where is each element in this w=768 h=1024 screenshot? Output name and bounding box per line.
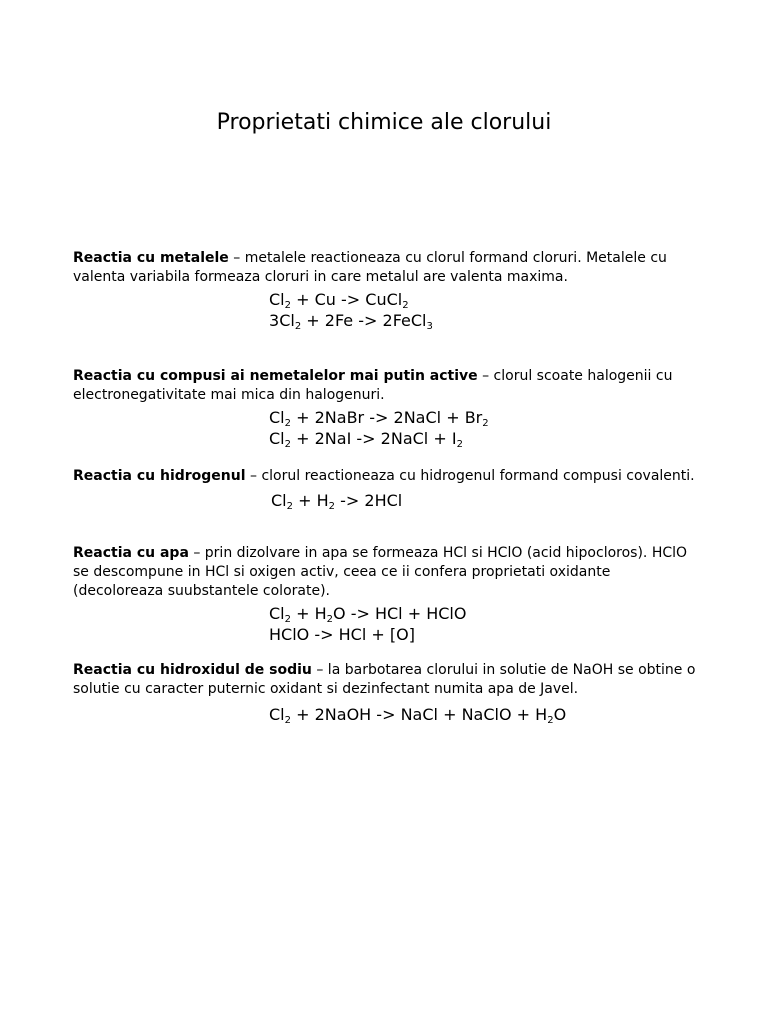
chemical-equation: $Cl_2$ + 2NaOH -> NaCl + NaClO + $H_2O$ <box>269 705 567 726</box>
chemical-equation: HClO -> HCl + [O] <box>269 625 415 644</box>
page-title: Proprietati chimice ale clorului <box>216 110 552 135</box>
section-sodium-hydroxide <box>73 661 703 725</box>
section-paragraph <box>73 367 703 405</box>
chemical-equation: $Cl_2$ + 2NaBr -> 2NaCl + $Br_2$ <box>269 408 489 429</box>
chemical-equation: $Cl_2 + Cu$ -> CuCl$_2$ <box>269 290 409 311</box>
section-water <box>73 544 703 645</box>
equation-list <box>269 704 703 725</box>
section-text: – clorul scoate halogenii cu electronegativitate mai mica din halogenuri. <box>73 368 673 403</box>
equation-list <box>271 490 703 511</box>
section-nonmetal-compounds <box>73 367 703 449</box>
section-paragraph <box>73 467 703 486</box>
section-text: – metalele reactioneaza cu clorul formand cloruri. Metalele cu valenta variabila formeaza cloruri in care metalul are valenta maxima. <box>73 250 667 285</box>
section-text: – la barbotarea clorului in solutie de NaOH se obtine o solutie cu caracter puternic oxidant si dezinfectant numita apa de Javel. <box>73 662 696 697</box>
section-term: Reactia cu hidroxidul de sodiu <box>73 662 312 678</box>
section-term: Reactia cu compusi ai nemetalelor mai putin active <box>73 368 478 384</box>
equation-list <box>269 603 703 645</box>
section-paragraph <box>73 544 703 601</box>
section-text: – clorul reactioneaza cu hidrogenul formand compusi covalenti. <box>245 468 695 484</box>
section-term: Reactia cu apa <box>73 545 189 561</box>
chemical-equation: $Cl_2 + 2NaI$ -> 2NaCl + $I_2$ <box>269 429 463 450</box>
chemical-equation: $Cl_2 + H_2 -> 2HCl$ <box>271 491 403 512</box>
chemical-equation: $3Cl_2 + 2Fe$ -> 2FeCl$_3$ <box>269 311 433 332</box>
section-hydrogen <box>73 467 703 511</box>
section-paragraph <box>73 661 703 699</box>
equation-list <box>269 289 703 331</box>
section-term: Reactia cu hidrogenul <box>73 468 246 484</box>
section-term: Reactia cu metalele <box>73 250 229 266</box>
equation-list <box>269 407 703 449</box>
section-text: – prin dizolvare in apa se formeaza HCl si HClO (acid hipocloros). HClO se descompune in HCl si oxigen activ, ceea ce ii confera proprietati oxidante (decoloreaza suubstantele colorate). <box>73 545 688 599</box>
section-metals <box>73 249 703 331</box>
section-paragraph <box>73 249 703 287</box>
chemical-equation: $Cl_2 + H_2O$ -> HCl + HClO <box>269 604 467 625</box>
